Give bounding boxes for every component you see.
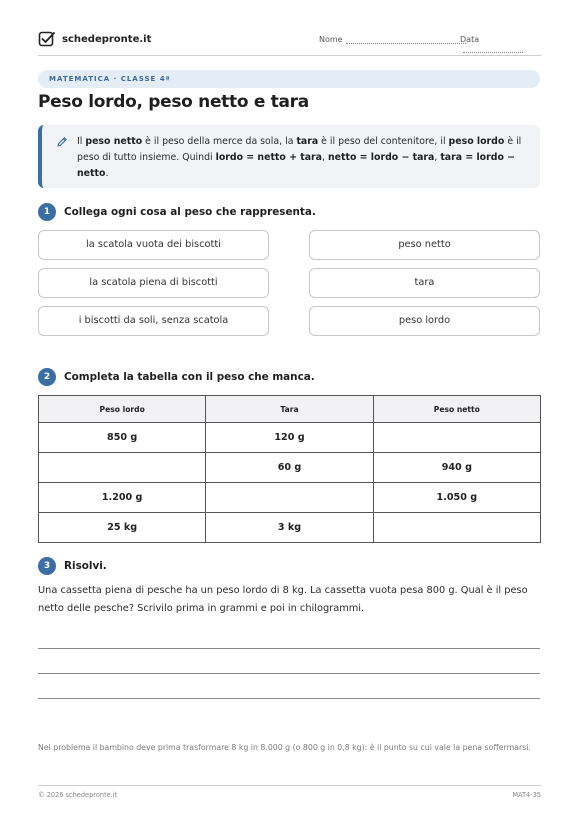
match-right-1[interactable]: peso netto [309, 230, 540, 260]
table-cell: 60 g [206, 453, 373, 483]
table-cell-blank[interactable] [373, 513, 540, 543]
header-tara: Tara [206, 396, 373, 423]
weights-table [38, 395, 541, 543]
answer-line[interactable] [38, 648, 540, 649]
match-right-3[interactable]: peso lordo [309, 306, 540, 336]
match-left-3[interactable]: i biscotti da soli, senza scatola [38, 306, 269, 336]
name-field [319, 35, 466, 44]
exercise-2-header [38, 368, 315, 386]
exercise-3-header [38, 557, 107, 575]
note-text-fragment: è il peso del contenitore, il [318, 136, 449, 147]
page-title: Peso lordo, peso netto e tara [38, 92, 309, 112]
subject-bar: MATEMATICA · CLASSE 4ª [38, 70, 540, 88]
note-text-fragment: è il peso di tutto insieme. Quindi [77, 136, 522, 163]
note-bold-term: netto = lordo − tara [327, 152, 435, 163]
table-header-row [39, 396, 541, 423]
copyright-text: © 2026 schedepronte.it [38, 791, 118, 799]
checkbox-logo-icon [38, 30, 56, 48]
worksheet-code: MAT4-35 [512, 791, 541, 799]
table-cell-blank[interactable] [39, 453, 206, 483]
answer-line[interactable] [38, 673, 540, 674]
name-label: Nome [319, 35, 343, 44]
match-left-2[interactable]: la scatola piena di biscotti [38, 268, 269, 298]
table-cell-blank[interactable] [373, 423, 540, 453]
exercise-3-title: Risolvi. [64, 560, 107, 572]
note-bold-term: lordo = netto + tara [215, 152, 322, 163]
header-peso-lordo: Peso lordo [39, 396, 206, 423]
table-cell-blank[interactable] [206, 483, 373, 513]
teacher-note: Nel problema il bambino deve prima trasformare 8 kg in 8.000 g (o 800 g in 0,8 kg): è il punto su cui vale la pena soffermarsi. [38, 743, 531, 752]
definition-note [38, 125, 540, 188]
table-cell: 1.050 g [373, 483, 540, 513]
note-text-fragment: . [105, 168, 109, 179]
date-label: Data [460, 35, 480, 44]
exercise-3-number: 3 [38, 557, 56, 575]
exercise-1-title: Collega ogni cosa al peso che rappresenta. [64, 206, 316, 218]
note-text [77, 134, 528, 182]
exercise-2-number: 2 [38, 368, 56, 386]
exercise-2-title: Completa la tabella con il peso che manca. [64, 371, 315, 383]
header-peso-netto: Peso netto [373, 396, 540, 423]
exercise-1-number: 1 [38, 203, 56, 221]
match-left-1[interactable]: la scatola vuota dei biscotti [38, 230, 269, 260]
table-cell: 25 kg [39, 513, 206, 543]
note-bold-term: peso lordo [448, 136, 505, 147]
answer-line[interactable] [38, 698, 540, 699]
table-cell: 3 kg [206, 513, 373, 543]
table-cell: 1.200 g [39, 483, 206, 513]
date-field [460, 35, 541, 53]
note-bold-term: tara = lordo − netto [77, 152, 516, 179]
table-row [39, 483, 541, 513]
page-header [38, 28, 541, 56]
pencil-icon [56, 136, 68, 148]
table-cell: 850 g [39, 423, 206, 453]
site-logo [38, 30, 151, 48]
problem-text: Una cassetta piena di pesche ha un peso lordo di 8 kg. La cassetta vuota pesa 800 g. Qual è il peso netto delle pesche? Scrivilo prima in grammi e poi in chilogrammi. [38, 585, 528, 614]
exercise-1-header [38, 203, 316, 221]
note-bold-term: peso netto [85, 136, 143, 147]
note-text-fragment: Il [77, 136, 86, 147]
note-text-fragment: , [434, 152, 441, 163]
page-footer [38, 785, 541, 799]
site-name: schedepronte.it [62, 33, 152, 45]
match-right-2[interactable]: tara [309, 268, 540, 298]
table-row [39, 453, 541, 483]
name-blank [346, 35, 466, 44]
table-cell: 120 g [206, 423, 373, 453]
table-row [39, 423, 541, 453]
table-row [39, 513, 541, 543]
note-text-fragment: , [322, 152, 328, 163]
note-bold-term: tara [296, 136, 319, 147]
note-text-fragment: è il peso della merce da sola, la [142, 136, 297, 147]
date-blank [463, 44, 523, 53]
table-cell: 940 g [373, 453, 540, 483]
